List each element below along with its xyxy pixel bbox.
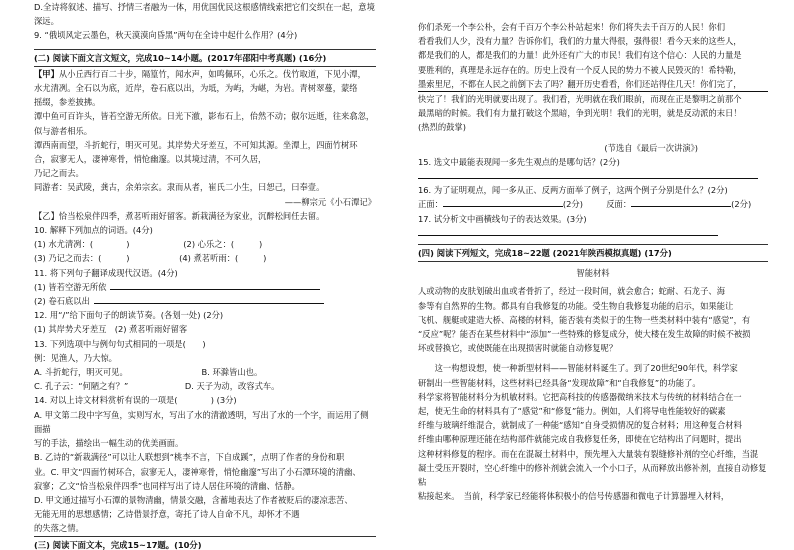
jia-line-8: 同游者：吴武陵，龚古，余弟宗玄。隶而从者，崔氏二小生，曰恕己，曰奉壹。 [34,182,325,193]
para2-line-2: 科学家将智能材料分为机敏材料。它把高科技的传感器微纳米技术与传统的材料结合在一 [418,391,742,402]
article-title: 智能材料 [576,268,610,279]
speech-line-5: 快完了！我们的光明就要出现了。我们看，光明就在我们眼前，而现在正是黎明之前那个 [418,94,742,105]
para1-line-0: 人或动物的皮肤划破出血或者骨折了，经过一段时间，就会愈合；蛇耐、石龙子、海 [418,286,725,297]
speech-note: (热烈的鼓掌) [418,122,466,133]
q14-line-4: 寂寥；乙文“恰当松泉伴四季”也同样写出了诗人居住环境的清幽、恬静。 [34,480,300,491]
q12-items: (1) 其岸势犬牙差互 (2) 煮茗听雨好留客 [34,324,188,335]
jia-line-7: 乃记之而去。 [34,168,84,179]
q15-answer-line [418,169,768,183]
question-11: 11. 将下列句子翻译成现代汉语。(4分) [34,267,178,278]
q13-opt-a: A. 斗折蛇行，明灭可见。 [34,367,128,378]
q11-item-1-text: (1) 皆若空游无所依 [34,281,107,292]
question-14: 14. 对以上诗文材料赏析有误的一项是( ) (3分) [34,395,237,406]
answer-line[interactable] [443,206,563,207]
q10-item-1: (1) 水尤清冽：( ) [34,239,130,250]
q14-line-6: 无能无用的思想感情；乙诗借景抒意，寄托了诗人自命不凡，却怀才不遇 [34,509,300,520]
para1-line-4: 坏或替换它，或使既能在出现损害时就能自动修复呢？ [418,343,618,354]
jia-line-2: 摇缀，参差披拂。 [34,97,101,108]
question-10: 10. 解释下列加点的词语。(4分) [34,225,153,236]
answer-line[interactable] [418,178,758,179]
jia-source: ——柳宗元《小石潭记》 [284,196,376,207]
question-9: 9. “俄顷风定云墨色，秋天漠漠向昏黑”两句在全诗中起什么作用？(4分) [34,30,298,41]
para2-line-0: 这一构想设想，使一种新型材料——智能材料诞生了。到了20世纪90年代，科学家 [434,363,738,374]
jia-line-0 [34,67,376,81]
para1-line-1: 参等有自然界的生物。都具有自我修复的功能。受生物自我修复功能的启示，如果能让 [418,300,734,311]
answer-line[interactable] [94,303,324,304]
answer-line[interactable] [418,235,718,236]
q14-line-3: 业。C. 甲文“四面竹树环合，寂寥无人，凄神寒骨，悄怆幽邃”写出了小石潭环境的清幽、 [34,466,361,477]
yi-line: 【乙】恰当松泉伴四季，煮茗听雨好留客。新栽满径为家业，沉醉松间任去留。 [34,210,325,221]
q16-neg-points: (2分) [731,199,752,210]
para2-line-6: 这种材料修复的程序。而在在混凝土材料中，预先埋入大量装有裂缝修补剂的空心纤维，当混 [418,448,759,459]
left-column [34,0,376,550]
q13-row-1 [34,365,376,379]
para2-line-4: 纤维与玻璃纤维混合，就制成了一种能“感知”自身受损情况的复合材料；用这种复合材料 [418,420,742,431]
q10-item-2: (2) 心乐之：( ) [183,239,263,250]
answer-line[interactable] [631,206,731,207]
option-d: D.全诗将叙述、描写、抒情三者融为一体，用优国优民这根感情线索把它们交织在一起，意境深远。 [34,2,375,27]
q10-row-2 [34,251,376,265]
speech-source: (节选自《最后一次讲演》) [604,142,698,153]
q13-opt-d: D. 天子为动，改容式车。 [184,381,280,392]
q11-item-2-text: (2) 卷石底以出 [34,296,90,307]
q10-item-4: (4) 煮茗听雨：( ) [179,253,267,264]
q14-line-0: A. 甲文第二段中字写鱼，实则写水，写出了水的清澈透明，写出了水的一个字，而运用了侧面描 [34,409,369,434]
speech-line-1: 看看我们人少，没有力量？告诉你们，我们的力量大得很，强得很！看今天来的这些人， [418,36,742,47]
jia-line-1: 水尤清冽。全石以为底，近岸，卷石底以出，为坻，为屿，为嵁，为岩。青树翠蔓，蒙络 [34,83,358,94]
section-4-heading: (四) 阅读下列短文，完成18~22题 (2021年陕西模拟真题) (17分) [418,244,768,262]
para1-line-3: “反应”呢？能否在某些材料中“添加”一些特殊的修复成分，使大楼在发生故障的时候不被损 [418,329,751,340]
jia-line-3: 潭中鱼可百许头，皆若空游无所依。日光下澈，影布石上，佁然不动；俶尔远逝，往来翕忽， [34,111,375,122]
jia-line-5: 潭西南而望，斗折蛇行，明灭可见。其岸势犬牙差互，不可知其源。坐潭上，四面竹树环 [34,139,358,150]
para2-line-8: 粘接起来。 当前，科学家已经能将体积极小的信号传感器和微电子计算器埋入材料， [418,491,730,502]
speech-line-4: 墨索里尼，不都在人民之前倒下去了吗？翻开历史看看，你们还站得住几天！你们完了， [418,77,768,92]
q14-line-7: 的失落之情。 [34,523,84,534]
q14-line-5: D. 甲文通过描写小石潭的景物清幽，情景交融，含蓄地表达了作者被贬后的凄凉悲苦、 [34,494,353,505]
para2-line-7: 凝土受压开裂时，空心纤维中的修补剂就会流入一个小口子，从而释放出修补剂，直接自动修复粘 [418,462,767,488]
speech-line-0: 你们杀死一个李公朴，会有千百万个李公朴站起来！你们将失去千百万的人民！你们 [418,22,725,32]
q16-pos-points: (2分) [562,199,583,210]
q16-neg-label: 反面： [606,199,632,210]
jia-line-0-text: 从小丘西行百二十步，隔篁竹，闻水声，如鸣佩环，心乐之。伐竹取道，下见小潭， [58,68,366,79]
answer-line[interactable] [110,289,320,290]
q13-example: 例：见渔人，乃大惊。 [34,352,117,363]
q11-item-1 [34,280,376,294]
jia-line-6: 合，寂寥无人，凄神寒骨，悄怆幽邃。以其境过清，不可久居， [34,154,267,165]
section-2-heading: (二) 阅读下面文言文短文，完成10~14小题。(2017年邵阳中考真题) (16分) [34,49,376,67]
para1-line-2: 飞机、舰艇或建造大桥、高楼的材料，能否装有类似于的生物一些类材料中装有“感觉”，有 [418,314,751,325]
question-17: 17. 试分析文中画横线句子的表达效果。(3分) [418,213,587,224]
q14-line-1: 写的手法，描绘出一幅生动的优美画面。 [34,438,184,449]
right-column [418,0,768,550]
para2-line-3: 起，使无生命的材料具有了“感觉”和“修复”能力。例如，人们将导电性能较好的碳素 [418,406,726,417]
q13-opt-c: C. 孔子云：“何陋之有？” [34,381,129,392]
q13-row-2 [34,379,376,393]
para2-line-5: 纤维由哪种原理还能在结构部件就能完成自我修复任务，即使在它结构出了问题时，提出 [418,434,742,445]
speech-line-6: 最黑暗的时候。我们有力量打破这个黑暗，争到光明！我们的光明，就是反动派的末日！ [418,108,742,119]
section-3-heading: (三) 阅读下面文本，完成15~17题。(10分) [34,536,376,550]
speech-line-2: 都是我们的人，都是我们的力量！此外还有广大的市民！我们有这个信心：人民的力量是 [418,50,742,61]
question-16: 16. 为了证明观点，闻一多从正、反两方面举了例子，这两个例子分别是什么？(2分) [418,185,728,196]
q10-item-3: (3) 乃记之而去：( ) [34,253,130,264]
q17-answer-line [418,226,768,240]
q11-item-2 [34,294,376,308]
q13-opt-b: B. 环滁皆山也。 [201,367,263,378]
speech-line-3: 要胜利的，真理是永远存在的。历史上没有一个反人民的势力不被人民毁灭的！希特勒， [418,64,742,75]
q14-line-2: B. 乙诗的“新栽满径”可以让人联想到“桃李不言，下自成蹊”，点明了作者的身份和职 [34,452,345,463]
question-12: 12. 用“/”给下面句子的朗读节奏。(各划一处) (2分) [34,310,224,321]
jia-line-4: 似与游者相乐。 [34,125,93,136]
para2-line-1: 研制出一些智能材料，这些材料已经具备“发现故障”和“自我修复”的功能了。 [418,377,701,388]
question-15: 15. 选文中最能表现闻一多先生观点的是哪句话？(2分) [418,156,620,167]
jia-label: 【甲】 [34,68,59,79]
q16-answers [418,197,768,211]
q10-row-1 [34,237,376,251]
question-13: 13. 下列选项中与例句句式相同的一项是( ) [34,338,206,349]
q16-pos-label: 正面： [418,199,443,210]
